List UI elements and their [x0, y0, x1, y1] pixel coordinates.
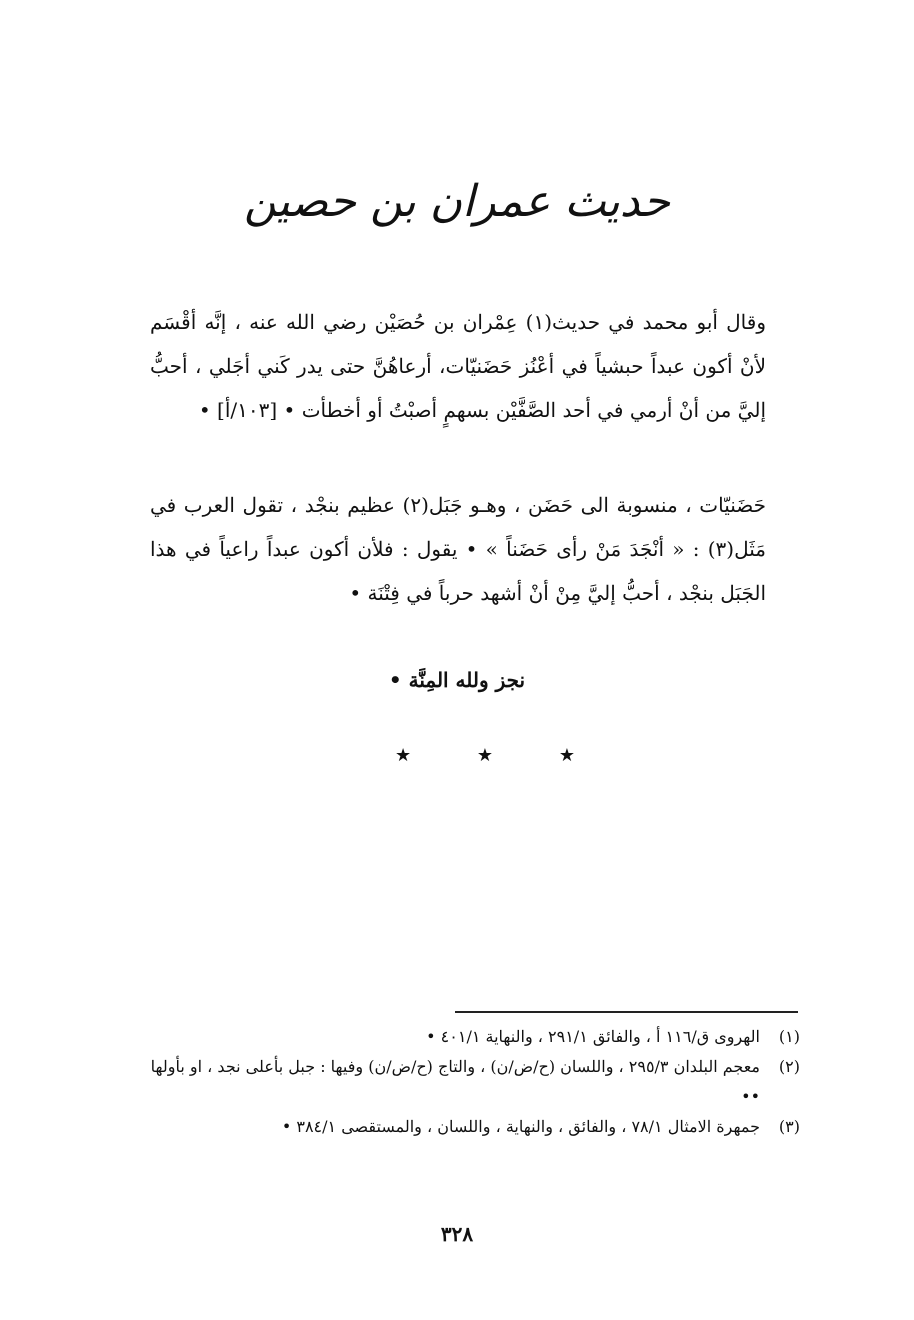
star-icon: ★ [476, 745, 494, 766]
footnote-separator [455, 1011, 798, 1013]
footnote-number: (٣) [778, 1117, 800, 1136]
footnote-item [150, 1112, 800, 1142]
closing-note: نجز ولله المِنَّة • [388, 668, 526, 692]
chapter-title: حديث عمران بن حصين [243, 176, 671, 227]
footnote-item [150, 1052, 800, 1112]
footnote-text: معجم البلدان ٢٩٥/٣ ، واللسان (ح/ض/ن) ، والتاج (ح/ض/ن) وفيها : جبل بأعلى نجد ، او بأولها •• [150, 1057, 760, 1106]
footnote-item [150, 1022, 800, 1052]
footnote-number: (١) [778, 1027, 800, 1046]
paragraph-explanation: حَضَنيّات ، منسوبة الى حَضَن ، وهـو جَبَل(٢) عظيم بنجْد ، تقول العرب في مَثَل(٣) : « أنْجَدَ مَنْ رأى حَضَناً » • يقول : فلأن أكون عبداً راعياً في هذا الجَبَل بنجْد ، أحبُّ إليَّ مِنْ أنْ أشهد حرباً في فِتْنَة • [150, 493, 766, 605]
footnote-text: الهروى ق/١١٦ أ ، والفائق ٢٩١/١ ، والنهاية ٤٠١/١ • [426, 1027, 760, 1046]
star-icon: ★ [395, 745, 412, 766]
star-icon: ★ [558, 745, 575, 766]
page-number: ٣٢٨ [440, 1222, 474, 1246]
footnote-number: (٢) [778, 1057, 800, 1076]
footnotes [150, 1022, 800, 1142]
paragraph-hadith: وقال أبو محمد في حديث(١) عِمْران بن حُصَيْن رضي الله عنه ، إنَّه أقْسَم لأنْ أكون عبداً حبشياً في أعْنُز حَضَنيّات، أرعاهُنَّ حتى يدر كَني أجَلي ، أحبُّ إليَّ من أنْ أرمي في أحد الصَّفَّيْن بسهمٍ أصبْتُ أو أخطأت • [١٠٣/أ] • [150, 310, 766, 422]
section-divider-stars [395, 745, 575, 766]
footnote-text: جمهرة الامثال ٧٨/١ ، والفائق ، والنهاية ، واللسان ، والمستقصى ٣٨٤/١ • [281, 1117, 760, 1136]
